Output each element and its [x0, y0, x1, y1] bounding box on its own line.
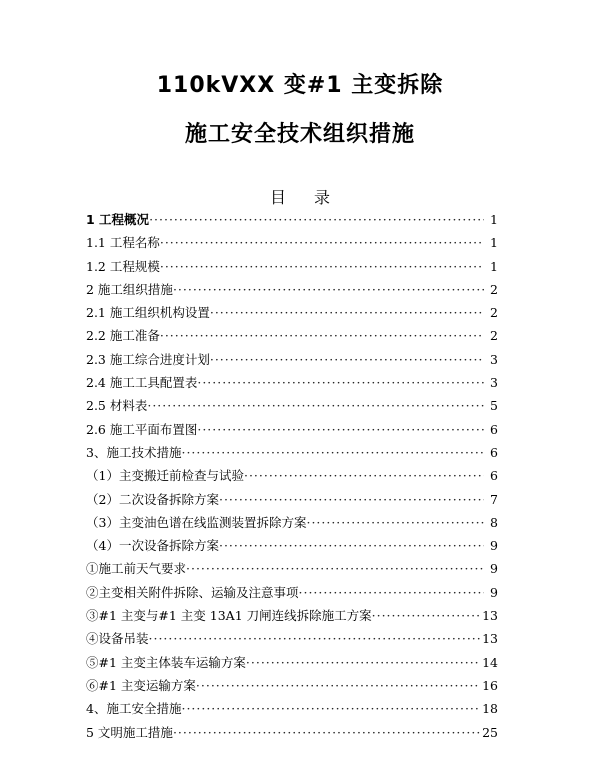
document-title-line2: 施工安全技术组织措施: [184, 122, 415, 147]
toc-entry-page: 9: [490, 584, 498, 600]
toc-entry-page: 5: [490, 398, 498, 414]
toc-entry-label: 2.2 施工准备: [86, 328, 160, 344]
toc-entry-page: 2: [490, 328, 498, 344]
toc-entry[interactable]: [86, 559, 498, 582]
toc-entry-page: 7: [490, 491, 498, 507]
toc-dot-leader: [147, 398, 484, 413]
toc-entry-label: ②主变相关附件拆除、运输及注意事项: [86, 584, 299, 600]
toc-entry-label: （3）主变油色谱在线监测装置拆除方案: [86, 514, 307, 530]
toc-entry[interactable]: [86, 699, 498, 722]
toc-entry-page: 2: [490, 281, 498, 297]
toc-entry[interactable]: [86, 396, 498, 419]
toc-entry-page: 6: [490, 468, 498, 484]
toc-entry[interactable]: [86, 583, 498, 606]
toc-entry-page: 2: [490, 305, 498, 321]
toc-entry[interactable]: [86, 350, 498, 373]
toc-dot-leader: [244, 468, 484, 483]
toc-dot-leader: [210, 305, 484, 320]
toc-entry[interactable]: [86, 257, 498, 280]
toc-dot-leader: [219, 492, 484, 507]
toc-dot-leader: [299, 585, 484, 600]
toc-entry-label: 1 工程概况: [86, 212, 150, 227]
toc-entry-label: （4）一次设备拆除方案: [86, 538, 219, 554]
toc-entry[interactable]: [86, 233, 498, 256]
toc-entry[interactable]: [86, 303, 498, 326]
toc-entry[interactable]: [86, 629, 498, 652]
toc-dot-leader: [196, 678, 480, 693]
toc-dot-leader: [149, 631, 481, 646]
toc-dot-leader: [181, 701, 480, 716]
document-title-line1: 110kVXX 变#1 主变拆除: [156, 73, 444, 98]
toc-entry-label: 2.6 施工平面布置图: [86, 421, 198, 437]
toc-entry[interactable]: [86, 466, 498, 489]
toc-entry[interactable]: [86, 280, 498, 303]
toc-dot-leader: [210, 352, 484, 367]
toc-entry-page: 13: [482, 631, 498, 647]
toc-entry-label: 2.3 施工综合进度计划: [86, 351, 210, 367]
toc-entry[interactable]: [86, 326, 498, 349]
toc-entry-label: ④设备吊装: [86, 631, 149, 647]
toc-entry-label: （1）主变搬迁前检查与试验: [86, 468, 244, 484]
toc-entry-page: 6: [490, 421, 498, 437]
toc-entry-label: 3、施工技术措施: [86, 444, 182, 460]
toc-entry-label: 1.2 工程规模: [86, 258, 160, 274]
toc-entry[interactable]: [86, 513, 498, 536]
toc-dot-leader: [246, 655, 480, 670]
toc-entry[interactable]: [86, 420, 498, 443]
toc-dot-leader: [160, 235, 484, 250]
toc-entry-label: 5 文明施工措施: [86, 724, 173, 740]
toc-dot-leader: [306, 515, 484, 530]
toc-dot-leader: [197, 375, 484, 390]
toc-entry[interactable]: [86, 723, 498, 746]
toc-dot-leader: [160, 328, 484, 343]
toc-entry-page: 1: [490, 212, 498, 227]
toc-entry-label: 2.4 施工工具配置表: [86, 375, 198, 391]
toc-entry[interactable]: [86, 490, 498, 513]
toc-entry-label: 1.1 工程名称: [86, 235, 160, 251]
toc-entry-label: （2）二次设备拆除方案: [86, 491, 219, 507]
toc-entry-page: 1: [490, 258, 498, 274]
toc-entry-page: 14: [482, 654, 498, 670]
toc-heading: 目录: [269, 188, 358, 207]
table-of-contents: [86, 210, 498, 746]
toc-entry-page: 13: [482, 608, 498, 624]
toc-entry-label: 2.1 施工组织机构设置: [86, 305, 210, 321]
toc-entry-page: 9: [490, 561, 498, 577]
toc-dot-leader: [197, 422, 484, 437]
toc-entry-label: ③#1 主变与#1 主变 13A1 刀闸连线拆除施工方案: [86, 608, 372, 624]
toc-entry-label: ⑤#1 主变主体装车运输方案: [86, 654, 246, 670]
toc-dot-leader: [181, 445, 484, 460]
toc-entry-page: 8: [490, 514, 498, 530]
toc-dot-leader: [160, 259, 484, 274]
toc-entry[interactable]: [86, 653, 498, 676]
toc-entry-page: 1: [490, 235, 498, 251]
toc-entry-label: ①施工前天气要求: [86, 561, 187, 577]
toc-entry[interactable]: [86, 606, 498, 629]
toc-dot-leader: [173, 725, 480, 740]
toc-dot-leader: [173, 282, 484, 297]
toc-dot-leader: [149, 212, 484, 227]
toc-entry-label: 4、施工安全措施: [86, 701, 182, 717]
toc-entry-label: 2 施工组织措施: [86, 281, 173, 297]
toc-entry-page: 16: [482, 677, 498, 693]
toc-entry-label: ⑥#1 主变运输方案: [86, 677, 196, 693]
toc-entry-page: 18: [482, 701, 498, 717]
toc-dot-leader: [186, 561, 484, 576]
toc-entry[interactable]: [86, 536, 498, 559]
toc-entry-page: 3: [490, 375, 498, 391]
toc-entry-page: 9: [490, 538, 498, 554]
toc-entry-page: 6: [490, 444, 498, 460]
toc-entry-label: 2.5 材料表: [86, 398, 148, 414]
toc-dot-leader: [372, 608, 480, 623]
toc-entry-page: 3: [490, 351, 498, 367]
toc-entry[interactable]: [86, 676, 498, 699]
toc-entry-page: 25: [482, 724, 498, 740]
toc-entry[interactable]: [86, 443, 498, 466]
toc-entry[interactable]: [86, 210, 498, 233]
toc-dot-leader: [219, 538, 484, 553]
toc-entry[interactable]: [86, 373, 498, 396]
